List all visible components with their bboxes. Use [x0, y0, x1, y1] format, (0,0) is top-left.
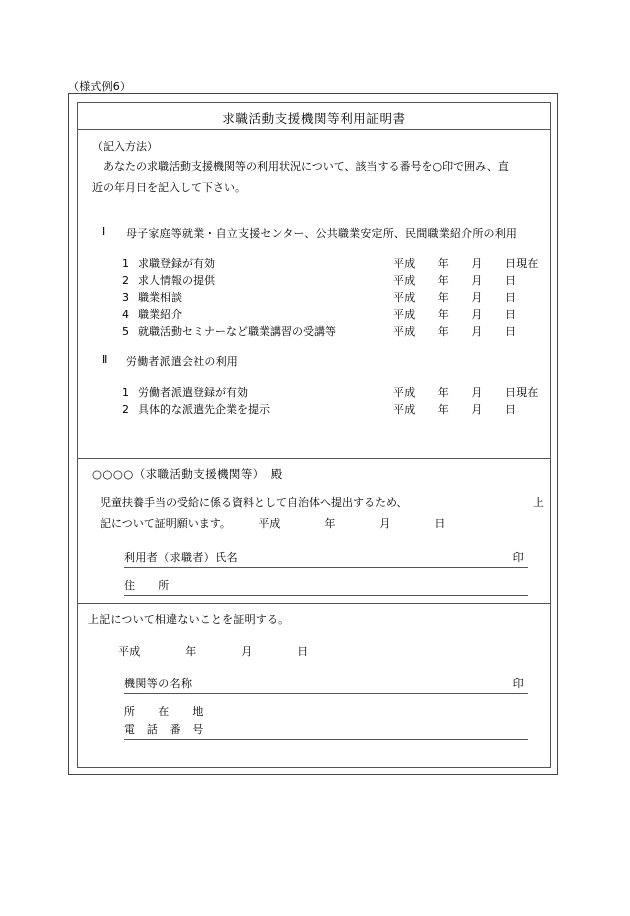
organization-location-field[interactable] [124, 703, 528, 721]
request-line-1-tail: 上 [533, 496, 544, 509]
addressee-line: ○○○○（求職活動支援機関等） 殿 [92, 467, 283, 481]
item-name: 求職登録が有効 [138, 257, 215, 270]
item-date: 平成 年 月 日現在 [393, 386, 539, 399]
item-name: 具体的な派遣先企業を提示 [138, 403, 270, 416]
howto-line-1: あなたの求職活動支援機関等の利用状況について、該当する番号を○印で囲み、直 [103, 160, 509, 174]
list-item[interactable] [92, 289, 544, 306]
organization-phone-label: 電 話 番 号 [124, 723, 204, 736]
item-number: 1 [122, 257, 129, 270]
item-name: 労働者派遣登録が有効 [138, 386, 248, 399]
certificate-outer-frame [68, 93, 558, 775]
howto-line-2: 近の年月日を記入して下さい。 [92, 180, 246, 194]
organization-location-label: 所 在 地 [124, 705, 204, 718]
item-number: 4 [122, 308, 129, 321]
applicant-address-label: 住 所 [124, 579, 170, 592]
section-2-header [92, 353, 238, 369]
item-number: 3 [122, 291, 129, 304]
section-2-number: Ⅱ [102, 353, 108, 366]
item-date: 平成 年 月 日現在 [393, 257, 539, 270]
section-1-title: 母子家庭等就業・自立支援センター、公共職業安定所、民間職業紹介所の利用 [126, 227, 518, 240]
item-date: 平成 年 月 日 [393, 325, 517, 338]
organization-seal-mark: 印 [512, 677, 524, 690]
certify-statement: 上記について相違ないことを証明する。 [88, 613, 290, 626]
list-item[interactable] [92, 401, 544, 418]
applicant-name-field[interactable] [124, 549, 528, 568]
section-2-title: 労働者派遣会社の利用 [126, 355, 238, 368]
certify-date: 平成 年 月 日 [118, 645, 309, 658]
list-item[interactable] [92, 384, 544, 401]
document-title: 求職活動支援機関等利用証明書 [222, 111, 406, 126]
howto-heading: （記入方法） [92, 140, 158, 153]
section-divider-2 [78, 603, 550, 604]
item-number: 2 [122, 274, 129, 287]
item-number: 5 [122, 325, 129, 338]
item-date: 平成 年 月 日 [393, 291, 517, 304]
howto-block [92, 137, 509, 198]
form-code-label: （様式例6） [68, 80, 132, 93]
item-name: 職業相談 [138, 291, 182, 304]
organization-name-label: 機関等の名称 [124, 677, 193, 690]
section-1-number: Ⅰ [102, 225, 106, 238]
item-date: 平成 年 月 日 [393, 274, 517, 287]
item-name: 求人情報の提供 [138, 274, 215, 287]
organization-phone-field[interactable] [124, 721, 528, 740]
section-1-items [92, 255, 544, 340]
request-line-1-wrap [100, 493, 544, 514]
section-1-header [92, 225, 517, 241]
request-line-1: 児童扶養手当の受給に係る資料として自治体へ提出するため、 [100, 496, 408, 509]
item-name: 職業紹介 [138, 308, 182, 321]
item-name: 就職活動セミナーなど職業講習の受講等 [138, 325, 336, 338]
item-date: 平成 年 月 日 [393, 403, 517, 416]
list-item[interactable] [92, 255, 544, 272]
applicant-seal-mark: 印 [512, 551, 524, 564]
request-block [100, 493, 544, 535]
certificate-inner-frame [77, 102, 551, 768]
section-2-items [92, 384, 544, 418]
section-divider-1 [78, 458, 550, 459]
list-item[interactable] [92, 323, 544, 340]
list-item[interactable] [92, 272, 544, 289]
applicant-name-label: 利用者（求職者）氏名 [124, 551, 238, 564]
organization-name-field[interactable] [124, 675, 528, 694]
request-line-2: 記について証明願います。 平成 年 月 日 [100, 516, 446, 530]
applicant-address-field[interactable] [124, 577, 528, 596]
item-number: 2 [122, 403, 129, 416]
title-divider [78, 129, 550, 130]
list-item[interactable] [92, 306, 544, 323]
item-date: 平成 年 月 日 [393, 308, 517, 321]
item-number: 1 [122, 386, 129, 399]
